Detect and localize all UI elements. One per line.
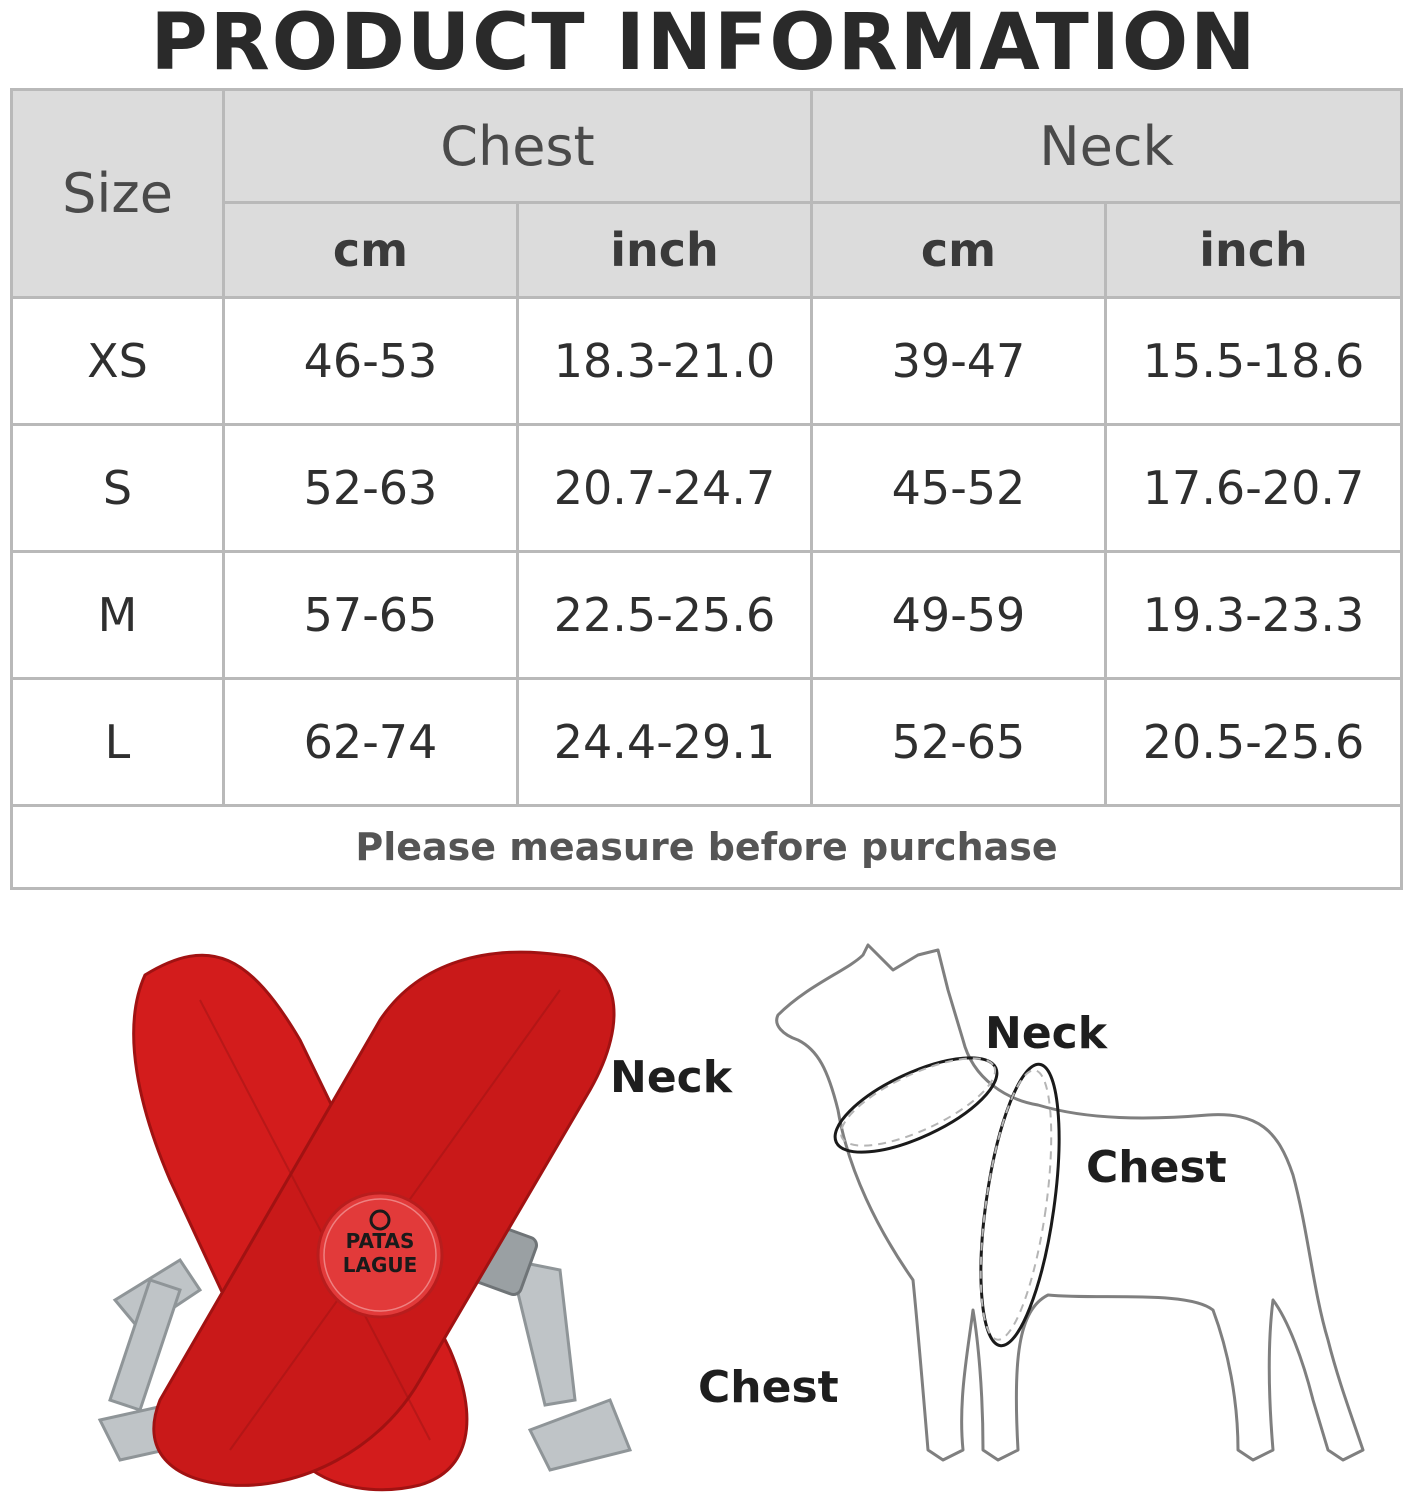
dog-chest-label: Chest	[1086, 1142, 1227, 1193]
neck-inch-header: inch	[1106, 203, 1402, 298]
neck-header: Neck	[812, 90, 1402, 203]
table-row	[12, 679, 1402, 806]
chest-inch-cell: 22.5-25.6	[518, 552, 812, 679]
chest-inch-cell: 18.3-21.0	[518, 298, 812, 425]
neck-cm-cell: 39-47	[812, 298, 1106, 425]
size-cell: L	[12, 679, 224, 806]
neck-inch-cell: 20.5-25.6	[1106, 679, 1402, 806]
size-chart-table	[10, 88, 1403, 890]
size-header: Size	[12, 90, 224, 298]
table-row	[12, 552, 1402, 679]
chest-inch-header: inch	[518, 203, 812, 298]
chest-cm-header: cm	[224, 203, 518, 298]
table-row	[12, 425, 1402, 552]
neck-inch-cell: 19.3-23.3	[1106, 552, 1402, 679]
chest-cm-cell: 62-74	[224, 679, 518, 806]
harness-neck-label: Neck	[610, 1052, 733, 1103]
logo-text-line2: LAGUE	[342, 1253, 418, 1277]
table-row	[12, 298, 1402, 425]
harness-illustration	[0, 930, 720, 1500]
size-cell: XS	[12, 298, 224, 425]
neck-cm-header: cm	[812, 203, 1106, 298]
logo-text-line1: PATAS	[345, 1229, 415, 1253]
neck-cm-cell: 49-59	[812, 552, 1106, 679]
note-row	[12, 806, 1402, 889]
neck-cm-cell: 45-52	[812, 425, 1106, 552]
chest-measure-ring	[967, 1060, 1074, 1351]
neck-cm-cell: 52-65	[812, 679, 1106, 806]
size-cell: S	[12, 425, 224, 552]
measure-note: Please measure before purchase	[12, 806, 1402, 889]
neck-inch-cell: 15.5-18.6	[1106, 298, 1402, 425]
neck-inch-cell: 17.6-20.7	[1106, 425, 1402, 552]
chest-inch-cell: 24.4-29.1	[518, 679, 812, 806]
chest-header: Chest	[224, 90, 812, 203]
harness-chest-label: Chest	[698, 1362, 839, 1413]
size-cell: M	[12, 552, 224, 679]
illustration-area	[0, 930, 1408, 1500]
header-row-main	[12, 90, 1402, 203]
chest-inch-cell: 20.7-24.7	[518, 425, 812, 552]
chest-cm-cell: 46-53	[224, 298, 518, 425]
chest-cm-cell: 52-63	[224, 425, 518, 552]
page-title: PRODUCT INFORMATION	[150, 0, 1258, 88]
patas-lague-logo	[318, 1193, 442, 1317]
chest-cm-cell: 57-65	[224, 552, 518, 679]
dog-neck-label: Neck	[985, 1008, 1108, 1059]
